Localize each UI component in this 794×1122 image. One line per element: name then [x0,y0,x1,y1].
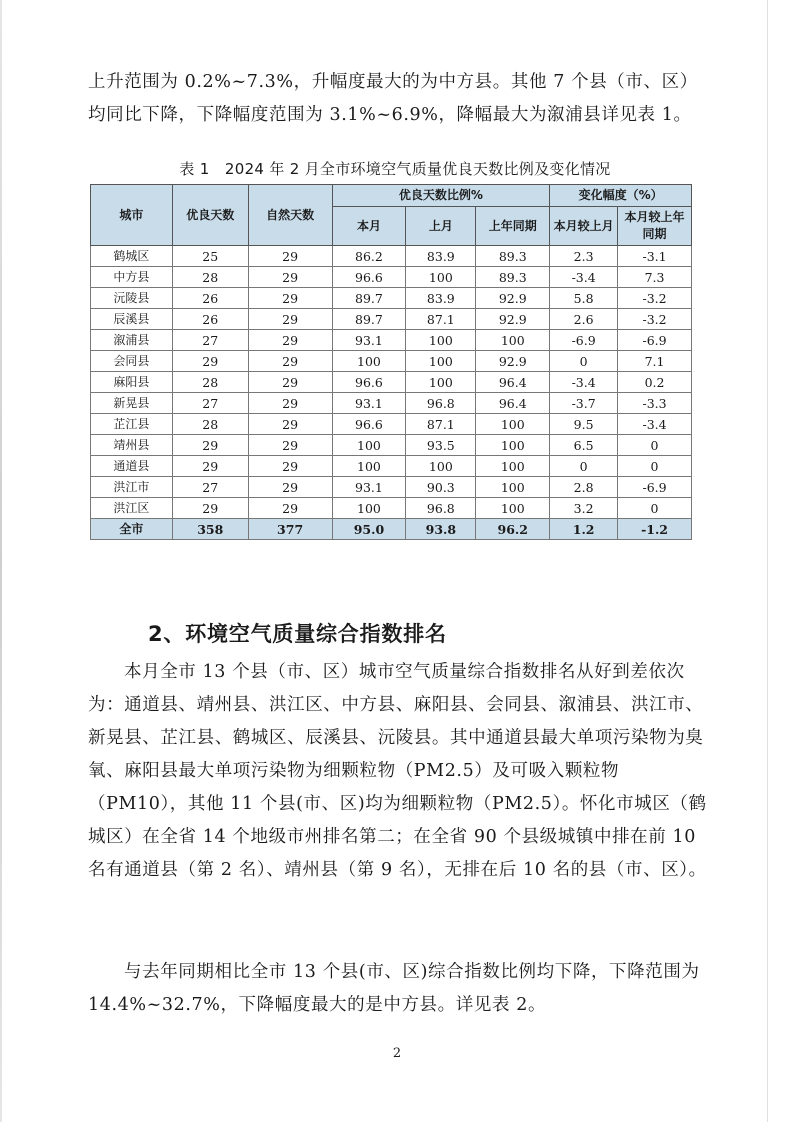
cell-last-year: 96.2 [476,519,550,540]
paragraph-comparison: 与去年同期相比全市 13 个县(市、区)综合指数比例均下降，下降范围为 14.4%~32.7%，下降幅度最大的是中方县。详见表 2。 [88,962,700,1015]
cell-city: 洪江市 [91,477,173,498]
cell-vs-last-month: 0 [550,456,618,477]
cell-last-month: 96.8 [406,498,476,519]
cell-good-days: 26 [172,309,248,330]
cell-this-month: 96.6 [332,414,406,435]
cell-city: 中方县 [91,267,173,288]
cell-last-year: 100 [476,414,550,435]
cell-natural-days: 29 [248,309,332,330]
cell-good-days: 29 [172,456,248,477]
table-row [91,246,692,267]
cell-last-year: 92.9 [476,288,550,309]
cell-last-year: 96.4 [476,372,550,393]
cell-good-days: 27 [172,477,248,498]
cell-vs-last-month: -3.4 [550,372,618,393]
cell-city: 麻阳县 [91,372,173,393]
table-row [91,351,692,372]
cell-vs-last-year: 0.2 [618,372,692,393]
cell-vs-last-year: -3.2 [618,309,692,330]
cell-vs-last-year: -6.9 [618,477,692,498]
cell-vs-last-month: 0 [550,351,618,372]
cell-vs-last-year: -3.2 [618,288,692,309]
cell-vs-last-year: 0 [618,498,692,519]
cell-vs-last-month: 2.8 [550,477,618,498]
cell-city: 芷江县 [91,414,173,435]
table-row [91,288,692,309]
cell-city: 辰溪县 [91,309,173,330]
cell-vs-last-year: 0 [618,456,692,477]
cell-good-days: 25 [172,246,248,267]
cell-natural-days: 29 [248,246,332,267]
cell-vs-last-year: 7.3 [618,267,692,288]
cell-last-year: 100 [476,456,550,477]
cell-last-month: 93.8 [406,519,476,540]
cell-natural-days: 29 [248,498,332,519]
header-row-1 [91,185,692,207]
cell-last-year: 92.9 [476,351,550,372]
cell-this-month: 100 [332,498,406,519]
cell-city: 靖州县 [91,435,173,456]
table-row [91,498,692,519]
cell-this-month: 93.1 [332,477,406,498]
cell-natural-days: 29 [248,288,332,309]
cell-city: 溆浦县 [91,330,173,351]
cell-natural-days: 29 [248,414,332,435]
cell-this-month: 89.7 [332,309,406,330]
cell-vs-last-month: 2.3 [550,246,618,267]
cell-vs-last-month: 5.8 [550,288,618,309]
cell-good-days: 28 [172,414,248,435]
cell-last-month: 87.1 [406,414,476,435]
table-total-row [91,519,692,540]
cell-last-month: 87.1 [406,309,476,330]
cell-last-year: 96.4 [476,393,550,414]
cell-city: 会同县 [91,351,173,372]
cell-last-year: 100 [476,477,550,498]
cell-this-month: 86.2 [332,246,406,267]
page-edge-left [0,0,2,1122]
paragraph-intro: 上升范围为 0.2%~7.3%，升幅度最大的为中方县。其他 7 个县（市、区）均同比下降，下降幅度范围为 3.1%~6.9%，降幅最大为溆浦县详见表 1。 [88,72,698,125]
table-row [91,435,692,456]
table-row [91,477,692,498]
cell-vs-last-year: -3.3 [618,393,692,414]
cell-good-days: 26 [172,288,248,309]
table-row [91,456,692,477]
cell-vs-last-month: -6.9 [550,330,618,351]
table-row [91,330,692,351]
header-ratio-group: 优良天数比例% [332,185,550,207]
cell-vs-last-year: 7.1 [618,351,692,372]
cell-city: 新晃县 [91,393,173,414]
section-heading: 2、环境空气质量综合指数排名 [148,622,447,646]
cell-good-days: 29 [172,498,248,519]
cell-last-month: 83.9 [406,246,476,267]
cell-last-year: 100 [476,435,550,456]
cell-vs-last-month: -3.7 [550,393,618,414]
header-change-group: 变化幅度（%） [550,185,692,207]
header-natural-days: 自然天数 [248,185,332,246]
cell-vs-last-month: 9.5 [550,414,618,435]
cell-good-days: 27 [172,330,248,351]
cell-city: 通道县 [91,456,173,477]
table-row [91,309,692,330]
cell-last-month: 93.5 [406,435,476,456]
cell-city: 鹤城区 [91,246,173,267]
table-row [91,414,692,435]
cell-this-month: 96.6 [332,372,406,393]
paragraph-ranking: 本月全市 13 个县（市、区）城市空气质量综合指数排名从好到差依次为：通道县、靖州县、洪江区、中方县、麻阳县、会同县、溆浦县、洪江市、新晃县、芷江县、鹤城区、辰溪县、沅陵县。其中通道县最大单项污染物为臭氧、麻阳县最大单项污染物为细颗粒物（PM2.5）及可吸入颗粒物（PM10），其他 11 个县(市、区)均为细颗粒物（PM2.5）。怀化市城区（鹤城区）在全省 14 个地级市州排名第二；在全省 90 个县级城镇中排在前 10 名有通道县（第 2 名）、靖州县（第 9 名），无排在后 10 名的县（市、区）。 [88,662,707,880]
cell-last-month: 100 [406,330,476,351]
cell-last-year: 89.3 [476,267,550,288]
cell-this-month: 100 [332,435,406,456]
cell-good-days: 28 [172,267,248,288]
cell-last-month: 100 [406,372,476,393]
cell-last-year: 100 [476,330,550,351]
header-city: 城市 [91,185,173,246]
cell-vs-last-year: -1.2 [618,519,692,540]
cell-last-month: 100 [406,456,476,477]
cell-this-month: 100 [332,456,406,477]
cell-natural-days: 29 [248,330,332,351]
cell-last-month: 100 [406,267,476,288]
cell-natural-days: 29 [248,351,332,372]
cell-natural-days: 29 [248,267,332,288]
cell-vs-last-month: 1.2 [550,519,618,540]
header-vs-last-month: 本月较上月 [550,207,618,246]
cell-vs-last-month: -3.4 [550,267,618,288]
cell-this-month: 95.0 [332,519,406,540]
cell-vs-last-year: -3.1 [618,246,692,267]
cell-natural-days: 29 [248,456,332,477]
cell-city: 沅陵县 [91,288,173,309]
cell-this-month: 93.1 [332,393,406,414]
cell-natural-days: 29 [248,393,332,414]
cell-natural-days: 29 [248,477,332,498]
cell-vs-last-year: -6.9 [618,330,692,351]
header-good-days: 优良天数 [172,185,248,246]
cell-vs-last-month: 6.5 [550,435,618,456]
air-quality-table [90,184,692,540]
cell-vs-last-month: 2.6 [550,309,618,330]
cell-this-month: 100 [332,351,406,372]
page-number: 2 [392,1046,402,1061]
page-edge-right [767,0,768,1122]
cell-this-month: 89.7 [332,288,406,309]
cell-good-days: 29 [172,351,248,372]
cell-good-days: 28 [172,372,248,393]
cell-vs-last-year: -3.4 [618,414,692,435]
cell-last-month: 90.3 [406,477,476,498]
cell-last-year: 89.3 [476,246,550,267]
table-caption: 表 1 2024 年 2 月全市环境空气质量优良天数比例及变化情况 [179,160,611,178]
header-last-month: 上月 [406,207,476,246]
table-row [91,267,692,288]
cell-good-days: 27 [172,393,248,414]
cell-this-month: 96.6 [332,267,406,288]
cell-natural-days: 29 [248,435,332,456]
cell-last-month: 96.8 [406,393,476,414]
cell-vs-last-year: 0 [618,435,692,456]
header-last-year: 上年同期 [476,207,550,246]
cell-this-month: 93.1 [332,330,406,351]
header-vs-last-year: 本月较上年同期 [618,207,692,246]
table-row [91,393,692,414]
cell-last-year: 92.9 [476,309,550,330]
cell-natural-days: 29 [248,372,332,393]
header-this-month: 本月 [332,207,406,246]
cell-city: 洪江区 [91,498,173,519]
cell-vs-last-month: 3.2 [550,498,618,519]
cell-natural-days: 377 [248,519,332,540]
cell-good-days: 29 [172,435,248,456]
cell-good-days: 358 [172,519,248,540]
cell-last-year: 100 [476,498,550,519]
cell-last-month: 83.9 [406,288,476,309]
cell-last-month: 100 [406,351,476,372]
table-row [91,372,692,393]
cell-city: 全市 [91,519,173,540]
